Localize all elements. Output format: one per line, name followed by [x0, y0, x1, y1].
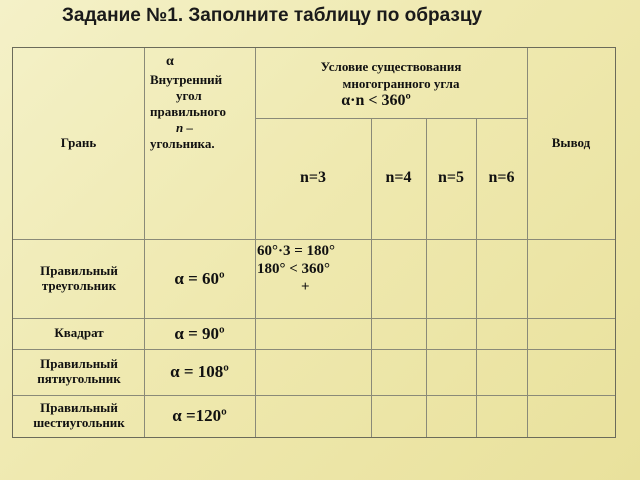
header-angle-line-1: Внутренний — [150, 72, 223, 87]
header-angle — [144, 48, 255, 239]
header-angle-line-5: угольника. — [150, 136, 215, 151]
header-angle-line-2: угол — [176, 88, 202, 103]
row-face-triangle: Правильный треугольник — [40, 262, 118, 293]
row-n3-line-1: 60°·3 = 180° — [257, 243, 336, 259]
header-n3: n=3 — [299, 169, 326, 187]
row-n3-triangle — [257, 242, 369, 316]
header-n5: n=5 — [437, 169, 464, 187]
header-n6: n=6 — [488, 169, 515, 187]
row-angle-pentagon: α = 108º — [170, 362, 229, 382]
row-n3-line-3: + — [301, 279, 310, 295]
header-condition-formula: α·n < 360º — [341, 91, 411, 109]
row-angle-triangle: α = 60º — [174, 268, 225, 288]
header-condition-line-2: многогранного угла — [342, 75, 460, 91]
page-title: Задание №1. Заполните таблицу по образцу — [62, 5, 483, 26]
header-angle-line-3: правильного — [150, 104, 226, 119]
answer-table — [12, 47, 616, 438]
row-face-hexagon: Правильный шестиугольник — [33, 400, 125, 430]
row-n3-line-2: 180° < 360° — [257, 261, 331, 277]
header-face: Грань — [60, 135, 97, 151]
header-angle-line-4: n – — [176, 120, 193, 135]
header-conclusion: Вывод — [551, 135, 591, 151]
alpha-symbol: α — [166, 54, 174, 69]
row-face-square: Квадрат — [54, 325, 104, 341]
header-condition-line-1: Условие существования — [320, 58, 462, 74]
header-n4: n=4 — [385, 169, 412, 187]
row-face-pentagon: Правильный пятиугольник — [37, 356, 121, 386]
row-angle-hexagon: α =120º — [172, 406, 227, 426]
row-angle-square: α = 90º — [174, 323, 225, 343]
header-condition — [255, 48, 527, 118]
